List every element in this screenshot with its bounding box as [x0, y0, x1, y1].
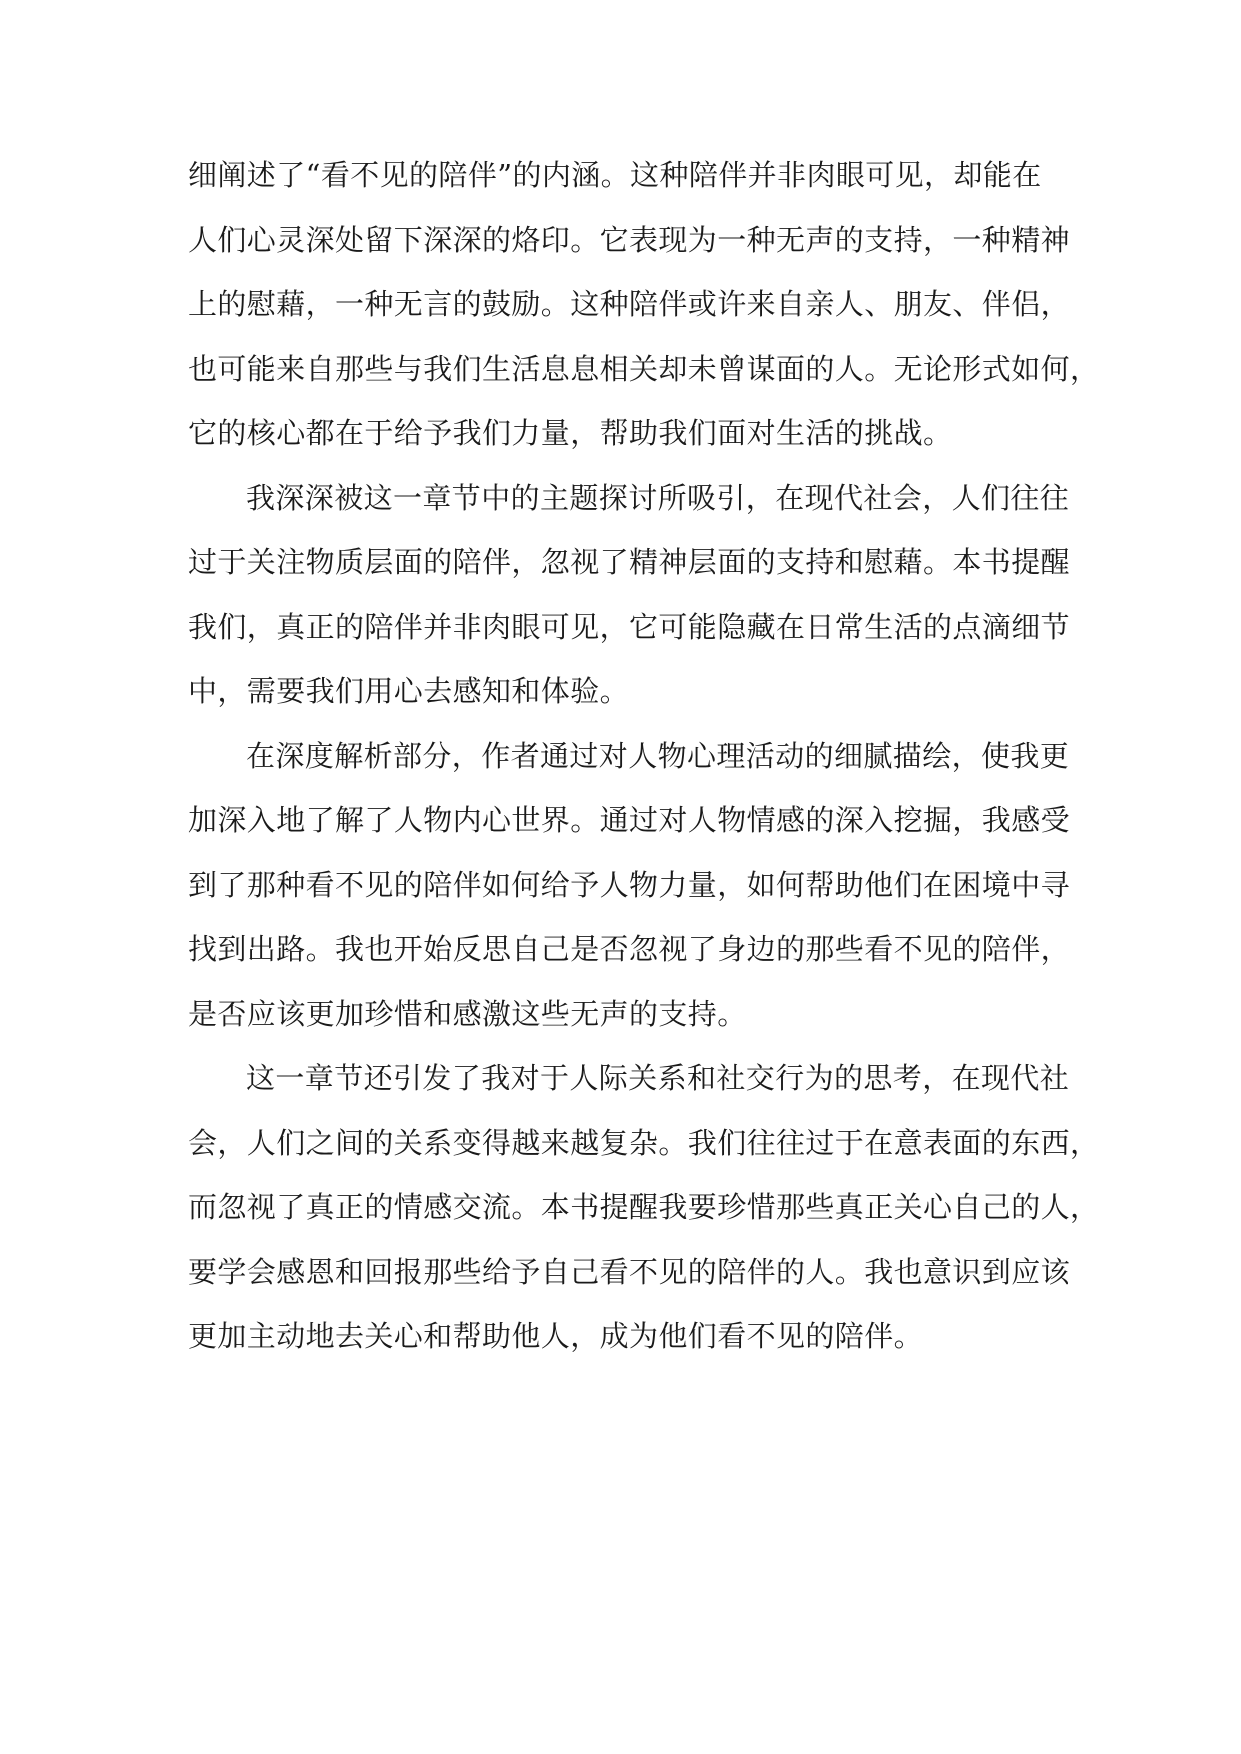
text-line: 人们心灵深处留下深深的烙印。它表现为一种无声的支持，一种精神	[188, 222, 1071, 257]
text-line: 中，需要我们用心去感知和体验。	[188, 674, 630, 708]
text-line: 会，人们之间的关系变得越来越复杂。我们往往过于在意表面的东西，	[188, 1125, 1100, 1160]
paragraph-3	[188, 724, 1071, 1047]
text-line: 到了那种看不见的陪伴如何给予人物力量，如何帮助他们在困境中寻	[188, 867, 1071, 902]
text-line: 更加主动地去关心和帮助他人，成为他们看不见的陪伴。	[188, 1319, 924, 1353]
text-line: 在深度解析部分，作者通过对人物心理活动的细腻描绘，使我更	[246, 738, 1070, 773]
paragraph-1	[188, 143, 1100, 466]
text-line: 这一章节还引发了我对于人际关系和社交行为的思考，在现代社	[246, 1061, 1070, 1095]
body-text	[188, 143, 1100, 1369]
text-line: 过于关注物质层面的陪伴，忽视了精神层面的支持和慰藉。本书提醒	[188, 545, 1071, 579]
text-line: 而忽视了真正的情感交流。本书提醒我要珍惜那些真正关心自己的人，	[188, 1190, 1100, 1224]
text-line: 细阐述了“看不见的陪伴”的内涵。这种陪伴并非肉眼可见，却能在	[188, 158, 1042, 192]
text-line: 是否应该更加珍惜和感激这些无声的支持。	[188, 996, 747, 1031]
text-line: 加深入地了解了人物内心世界。通过对人物情感的深入挖掘，我感受	[188, 803, 1071, 837]
paragraph-4	[188, 1046, 1100, 1369]
text-line: 我深深被这一章节中的主题探讨所吸引，在现代社会，人们往往	[246, 480, 1070, 515]
text-line: 上的慰藉，一种无言的鼓励。这种陪伴或许来自亲人、朋友、伴侣，	[188, 287, 1071, 321]
text-line: 我们，真正的陪伴并非肉眼可见，它可能隐藏在日常生活的点滴细节	[188, 609, 1071, 644]
text-line: 找到出路。我也开始反思自己是否忽视了身边的那些看不见的陪伴，	[188, 932, 1071, 966]
text-line: 也可能来自那些与我们生活息息相关却未曾谋面的人。无论形式如何，	[188, 351, 1100, 386]
text-line: 要学会感恩和回报那些给予自己看不见的陪伴的人。我也意识到应该	[188, 1254, 1071, 1289]
paragraph-2	[188, 466, 1071, 724]
text-line: 它的核心都在于给予我们力量，帮助我们面对生活的挑战。	[188, 416, 953, 450]
